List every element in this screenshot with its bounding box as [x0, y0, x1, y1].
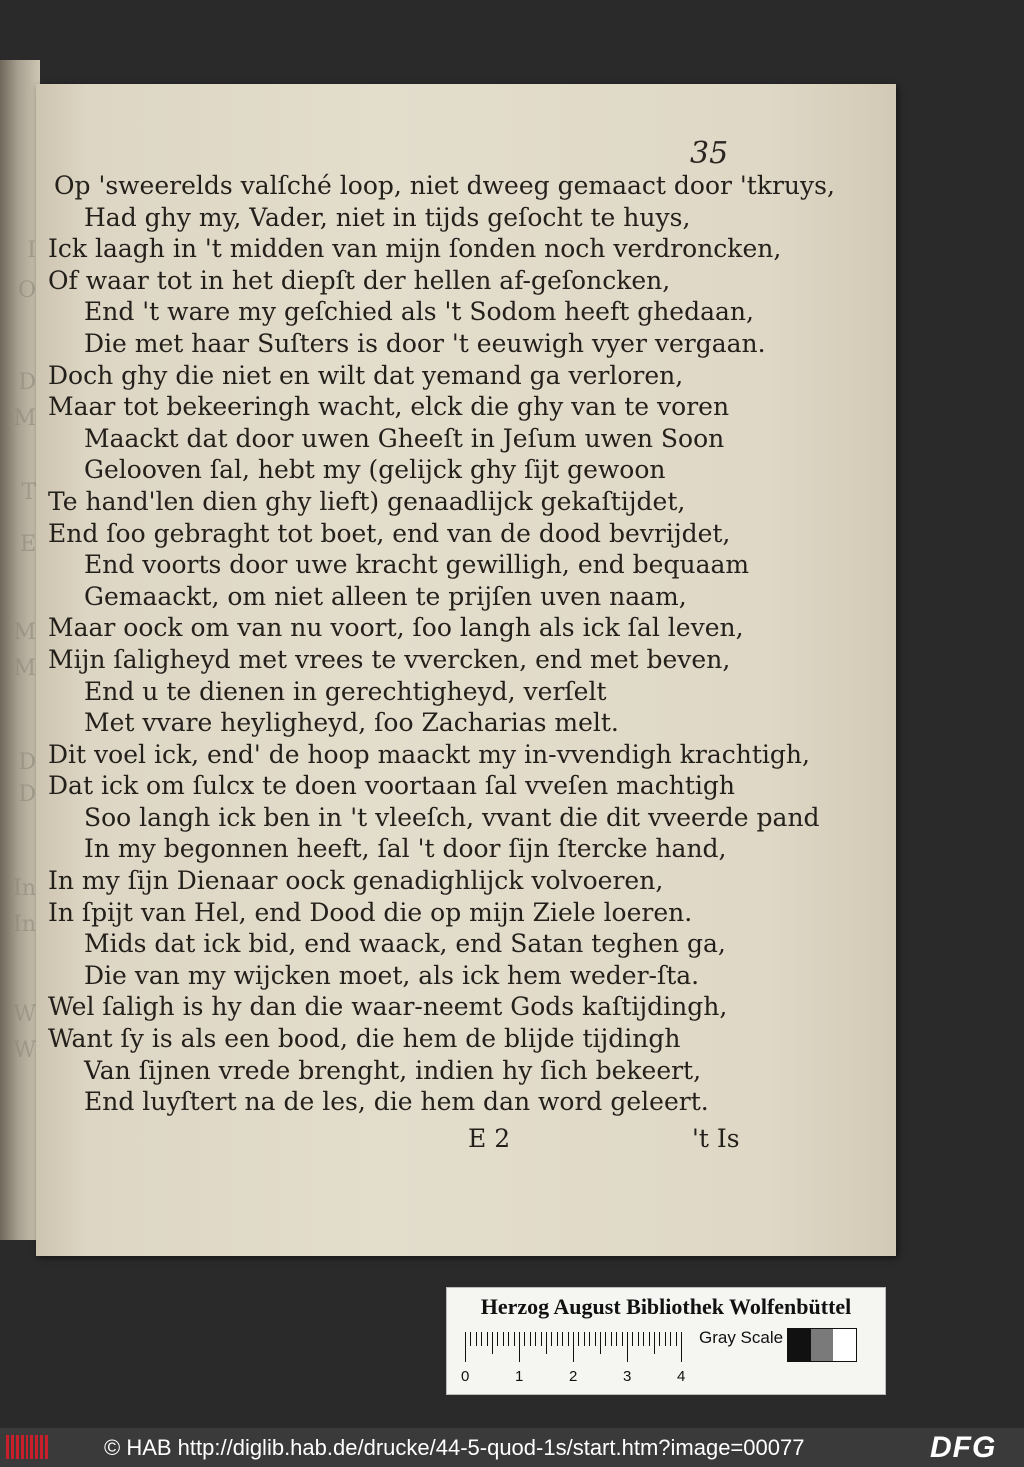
ruler-tick: [584, 1332, 585, 1346]
ruler-tick: [503, 1332, 504, 1346]
bleed-mark: O: [17, 278, 36, 303]
ruler-tick: [546, 1332, 547, 1354]
ruler-tick: [568, 1332, 569, 1346]
poem-line: Dit voel ick, end' de hoop maackt my in-vvendigh krachtigh,: [48, 739, 810, 769]
bleed-mark: M: [13, 620, 36, 645]
poem-line: End luyſtert na de les, die hem dan word geleert.: [84, 1087, 709, 1117]
signature-mark: E 2: [468, 1124, 511, 1153]
ruler-tick: [514, 1332, 515, 1346]
ruler-tick: [492, 1332, 493, 1354]
ruler-tick: [465, 1332, 466, 1362]
ruler-tick: [643, 1332, 644, 1346]
ruler-tick: [487, 1332, 488, 1346]
ruler-tick: [605, 1332, 606, 1346]
ruler-tick: [632, 1332, 633, 1346]
ruler-tick: [541, 1332, 542, 1346]
poem-line: Dat ick om ſulcx te doen voortaan ſal vveſen machtigh: [48, 771, 735, 801]
poem-line: Die van my wijcken moet, als ick hem weder-ſta.: [84, 960, 700, 990]
ruler-number: 0: [461, 1368, 470, 1385]
gray-swatch: [811, 1329, 834, 1361]
poem-line: Die met haar Suſters is door 't eeuwigh vyer vergaan.: [84, 328, 766, 358]
poem-line: Op 'sweerelds valſché loop, niet dweeg gemaact door 'tkruys,: [54, 171, 835, 200]
bleed-mark: T: [21, 480, 36, 505]
page-footer: [36, 1124, 756, 1156]
poem-line: Maar oock om van nu voort, ſoo langh als ick ſal leven,: [48, 613, 744, 643]
poem-line: End u te dienen in gerechtigheyd, verſelt: [84, 676, 607, 706]
ruler-tick: [616, 1332, 617, 1346]
ruler-tick: [649, 1332, 650, 1346]
ruler-number: 2: [569, 1368, 578, 1385]
bleed-mark: M: [13, 406, 36, 431]
color-reference-card: [446, 1287, 886, 1395]
ruler-tick: [595, 1332, 596, 1346]
gray-scale-swatches: [787, 1328, 857, 1362]
poem-line: In my ſijn Dienaar oock genadighlijck volvoeren,: [48, 866, 664, 896]
poem-line: Mijn ſaligheyd met vrees te vvercken, end met beven,: [48, 644, 731, 674]
book-page: [36, 84, 896, 1256]
ruler-tick: [659, 1332, 660, 1346]
poem-line: Doch ghy die niet en wilt dat yemand ga verloren,: [48, 360, 684, 390]
catchword: 't Is: [692, 1124, 740, 1153]
ruler: [461, 1332, 686, 1385]
bleed-mark: In: [13, 876, 36, 901]
footer-bar: [0, 1428, 1024, 1467]
ruler-tick: [573, 1332, 574, 1362]
poem-line: Van ſijnen vrede brenght, indien hy ſich bekeert,: [84, 1055, 702, 1085]
gray-scale-label: Gray Scale: [699, 1328, 784, 1347]
bleed-mark: D: [18, 370, 36, 395]
poem-line: Of waar tot in het diepſt der hellen af-geſoncken,: [48, 265, 671, 295]
poem-line: End voorts door uwe kracht gewilligh, end bequaam: [84, 550, 750, 580]
ruler-tick: [670, 1332, 671, 1346]
ruler-tick: [470, 1332, 471, 1346]
poem-line: End ſoo gebraght tot boet, end van de dood bevrijdet,: [48, 518, 731, 548]
ruler-number: 4: [677, 1368, 686, 1385]
card-title: Herzog August Bibliothek Wolfenbüttel: [480, 1294, 852, 1319]
ruler-tick: [589, 1332, 590, 1346]
poem-line: Te hand'len dien ghy lieft) genaadlijck gekaſtijdet,: [48, 486, 686, 516]
bleed-mark: E: [19, 532, 36, 557]
poem-line: Gemaackt, om niet alleen te prijſen uven naam,: [84, 581, 687, 611]
gray-swatch: [833, 1329, 856, 1361]
poem-line: Ick laagh in 't midden van mijn ſonden noch verdroncken,: [48, 234, 782, 264]
poem-line: Gelooven ſal, hebt my (gelijck ghy ſijt gewoon: [84, 455, 666, 485]
ruler-tick: [578, 1332, 579, 1346]
page-number: 35: [690, 136, 729, 171]
bleed-mark: I: [27, 238, 36, 263]
ruler-tick: [665, 1332, 666, 1346]
bleed-mark: In: [13, 912, 36, 937]
ruler-tick: [627, 1332, 628, 1362]
copyright-url[interactable]: © HAB http://diglib.hab.de/drucke/44-5-quod-1s/start.htm?image=00077: [104, 1435, 805, 1460]
ruler-tick: [497, 1332, 498, 1346]
poem-line: Wel ſaligh is hy dan die waar-neemt Gods kaſtijdingh,: [48, 992, 728, 1022]
ruler-tick: [508, 1332, 509, 1346]
ruler-tick: [676, 1332, 677, 1346]
ruler-tick: [611, 1332, 612, 1346]
ruler-tick: [622, 1332, 623, 1346]
facing-page-bleed: [0, 230, 36, 1130]
ruler-tick: [562, 1332, 563, 1346]
dfg-logo: DFG: [930, 1431, 997, 1464]
gray-swatch: [788, 1329, 811, 1361]
ruler-tick: [681, 1332, 682, 1362]
poem-line: Maackt dat door uwen Gheeſt in Jeſum uwen Soon: [84, 423, 725, 453]
bleed-mark: W: [13, 1002, 36, 1027]
ruler-number: 1: [515, 1368, 524, 1385]
ruler-tick: [600, 1332, 601, 1354]
bleed-mark: W: [13, 1038, 36, 1063]
bleed-mark: M: [13, 656, 36, 681]
poem-line: In ſpijt van Hel, end Dood die op mijn Ziele loeren.: [48, 897, 693, 927]
hab-logo-icon: [6, 1435, 48, 1459]
poem-line: Want ſy is als een bood, die hem de blijde tijdingh: [48, 1024, 681, 1054]
bleed-mark: D: [18, 750, 36, 775]
poem-line: Met vvare heyligheyd, ſoo Zacharias melt.: [84, 708, 619, 738]
ruler-tick: [557, 1332, 558, 1346]
poem-line: Mids dat ick bid, end waack, end Satan teghen ga,: [84, 929, 726, 959]
ruler-tick: [638, 1332, 639, 1346]
ruler-tick: [654, 1332, 655, 1354]
ruler-tick: [524, 1332, 525, 1346]
ruler-tick: [519, 1332, 520, 1362]
ruler-tick: [476, 1332, 477, 1346]
poem-line: Maar tot bekeeringh wacht, elck die ghy van te voren: [48, 392, 730, 422]
poem-line: End 't ware my geſchied als 't Sodom heeft ghedaan,: [84, 297, 754, 327]
ruler-tick: [481, 1332, 482, 1346]
bleed-mark: D: [18, 782, 36, 807]
ruler-number: 3: [623, 1368, 632, 1385]
ruler-tick: [530, 1332, 531, 1346]
poem: [48, 170, 835, 1118]
poem-line: Had ghy my, Vader, niet in tijds geſocht te huys,: [84, 202, 691, 232]
poem-line: Soo langh ick ben in 't vleeſch, vvant die dit vveerde pand: [84, 802, 820, 832]
poem-line: In my begonnen heeft, ſal 't door ſijn ſtercke hand,: [84, 834, 727, 864]
ruler-tick: [535, 1332, 536, 1346]
ruler-tick: [551, 1332, 552, 1346]
